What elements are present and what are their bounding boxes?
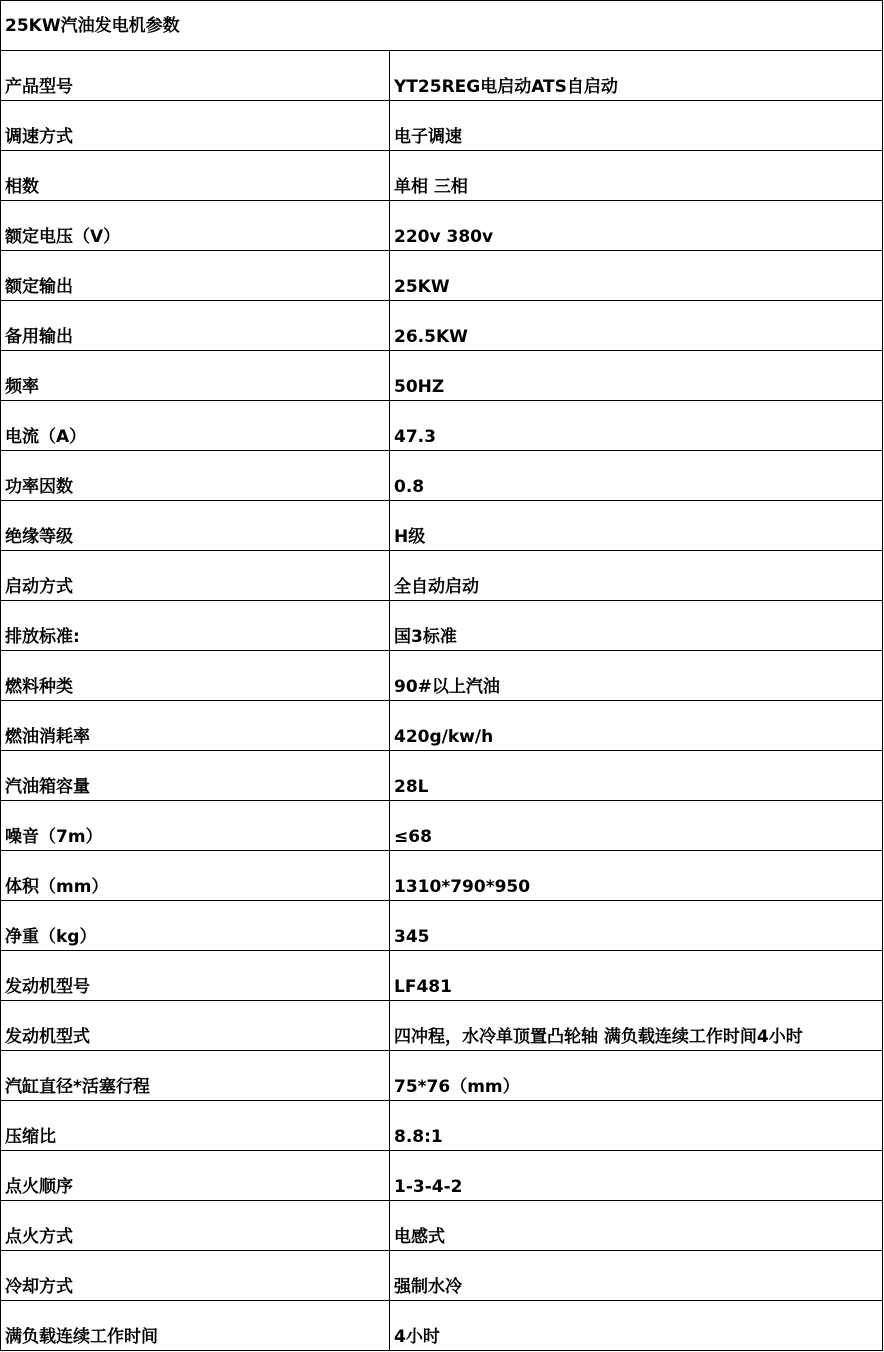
param-label: 额定电压（V） [1, 201, 390, 251]
table-row [1, 101, 883, 151]
param-value: 47.3 [390, 401, 883, 451]
param-label: 发动机型号 [1, 951, 390, 1001]
param-value: 345 [390, 901, 883, 951]
param-value: 8.8:1 [390, 1101, 883, 1151]
param-value: LF481 [390, 951, 883, 1001]
table-title-row [1, 1, 883, 51]
table-row [1, 751, 883, 801]
param-label: 额定输出 [1, 251, 390, 301]
param-value: 25KW [390, 251, 883, 301]
param-value: 50HZ [390, 351, 883, 401]
table-title: 25KW汽油发电机参数 [1, 1, 883, 51]
param-label: 满负载连续工作时间 [1, 1301, 390, 1351]
param-value: 1310*790*950 [390, 851, 883, 901]
param-label: 电流（A） [1, 401, 390, 451]
param-label: 备用输出 [1, 301, 390, 351]
param-label: 燃油消耗率 [1, 701, 390, 751]
table-row [1, 601, 883, 651]
param-label: 启动方式 [1, 551, 390, 601]
param-value: 国3标准 [390, 601, 883, 651]
param-label: 汽缸直径*活塞行程 [1, 1051, 390, 1101]
table-row [1, 301, 883, 351]
param-label: 频率 [1, 351, 390, 401]
table-row [1, 1051, 883, 1101]
table-row [1, 901, 883, 951]
table-row [1, 51, 883, 101]
table-row [1, 351, 883, 401]
param-value: 0.8 [390, 451, 883, 501]
param-value: 26.5KW [390, 301, 883, 351]
table-row [1, 251, 883, 301]
param-label: 燃料种类 [1, 651, 390, 701]
param-label: 相数 [1, 151, 390, 201]
param-label: 点火顺序 [1, 1151, 390, 1201]
param-value: 90#以上汽油 [390, 651, 883, 701]
table-row [1, 451, 883, 501]
param-label: 调速方式 [1, 101, 390, 151]
param-label: 发动机型式 [1, 1001, 390, 1051]
table-row [1, 1001, 883, 1051]
param-label: 压缩比 [1, 1101, 390, 1151]
table-row [1, 801, 883, 851]
param-label: 汽油箱容量 [1, 751, 390, 801]
param-value: 75*76（mm） [390, 1051, 883, 1101]
param-value: 强制水冷 [390, 1251, 883, 1301]
param-value: 28L [390, 751, 883, 801]
param-value: 420g/kw/h [390, 701, 883, 751]
table-row [1, 151, 883, 201]
param-label: 产品型号 [1, 51, 390, 101]
param-label: 净重（kg） [1, 901, 390, 951]
param-value: H级 [390, 501, 883, 551]
table-row [1, 1201, 883, 1251]
param-label: 体积（mm） [1, 851, 390, 901]
param-value: 1-3-4-2 [390, 1151, 883, 1201]
param-value: ≤68 [390, 801, 883, 851]
table-row [1, 701, 883, 751]
table-row [1, 1151, 883, 1201]
table-row [1, 851, 883, 901]
table-row [1, 951, 883, 1001]
param-label: 绝缘等级 [1, 501, 390, 551]
table-row [1, 1101, 883, 1151]
table-row [1, 551, 883, 601]
param-value: 电子调速 [390, 101, 883, 151]
table-row [1, 1301, 883, 1351]
param-label: 排放标准: [1, 601, 390, 651]
param-label: 点火方式 [1, 1201, 390, 1251]
param-label: 冷却方式 [1, 1251, 390, 1301]
param-value: 单相 三相 [390, 151, 883, 201]
param-value: 电感式 [390, 1201, 883, 1251]
table-row [1, 1251, 883, 1301]
table-row [1, 651, 883, 701]
param-value: 220v 380v [390, 201, 883, 251]
param-value: YT25REG电启动ATS自启动 [390, 51, 883, 101]
table-row [1, 501, 883, 551]
table-row [1, 401, 883, 451]
param-label: 功率因数 [1, 451, 390, 501]
param-value: 四冲程，水冷单顶置凸轮轴 满负载连续工作时间4小时 [390, 1001, 883, 1051]
param-value: 4小时 [390, 1301, 883, 1351]
table-row [1, 201, 883, 251]
param-value: 全自动启动 [390, 551, 883, 601]
param-label: 噪音（7m） [1, 801, 390, 851]
